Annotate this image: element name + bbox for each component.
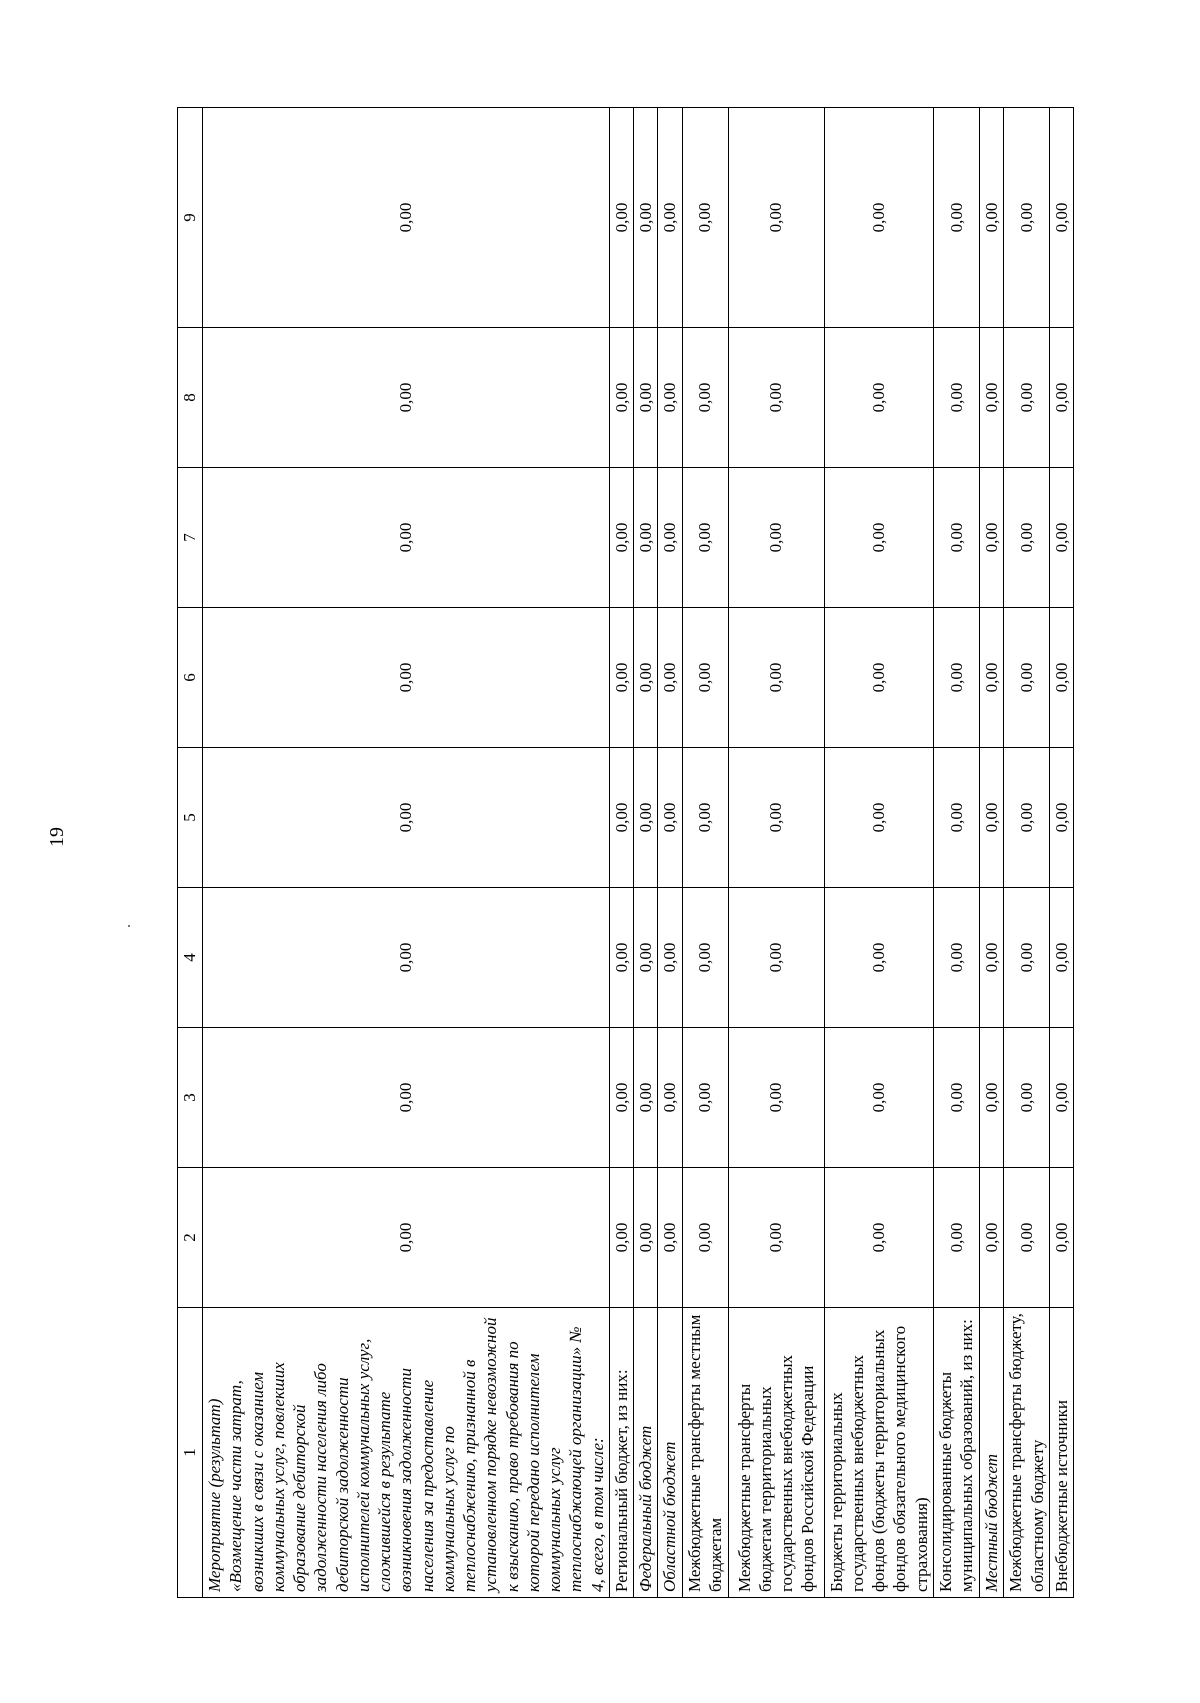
value-cell: 0,00 xyxy=(682,748,728,888)
value-cell: 0,00 xyxy=(933,328,979,468)
value-cell: 0,00 xyxy=(203,1028,610,1168)
row-label: Внебюджетные источники xyxy=(1050,1308,1074,1598)
column-header: 7 xyxy=(178,468,203,608)
value-cell: 0,00 xyxy=(979,1028,1003,1168)
table-row xyxy=(824,108,933,1598)
table-row xyxy=(634,108,658,1598)
table-row xyxy=(1050,108,1074,1598)
value-cell: 0,00 xyxy=(203,1168,610,1308)
value-cell: 0,00 xyxy=(1050,1168,1074,1308)
value-cell: 0,00 xyxy=(1050,328,1074,468)
value-cell: 0,00 xyxy=(1004,1168,1050,1308)
value-cell: 0,00 xyxy=(979,608,1003,748)
value-cell: 0,00 xyxy=(203,468,610,608)
value-cell: 0,00 xyxy=(203,108,610,328)
table-body xyxy=(203,108,1074,1598)
value-cell: 0,00 xyxy=(634,1028,658,1168)
value-cell: 0,00 xyxy=(1004,748,1050,888)
value-cell: 0,00 xyxy=(203,748,610,888)
budget-table xyxy=(177,107,1074,1598)
table-row xyxy=(658,108,682,1598)
value-cell: 0,00 xyxy=(933,108,979,328)
value-cell: 0,00 xyxy=(634,468,658,608)
value-cell: 0,00 xyxy=(1050,468,1074,608)
value-cell: 0,00 xyxy=(1050,108,1074,328)
value-cell: 0,00 xyxy=(728,748,824,888)
row-label: Региональный бюджет, из них: xyxy=(609,1308,633,1598)
value-cell: 0,00 xyxy=(728,468,824,608)
header-row xyxy=(178,108,203,1598)
value-cell: 0,00 xyxy=(933,748,979,888)
column-header: 1 xyxy=(178,1308,203,1598)
column-header: 8 xyxy=(178,328,203,468)
value-cell: 0,00 xyxy=(1004,1028,1050,1168)
value-cell: 0,00 xyxy=(1050,608,1074,748)
value-cell: 0,00 xyxy=(658,888,682,1028)
value-cell: 0,00 xyxy=(682,1168,728,1308)
value-cell: 0,00 xyxy=(933,468,979,608)
value-cell: 0,00 xyxy=(728,888,824,1028)
value-cell: 0,00 xyxy=(979,748,1003,888)
value-cell: 0,00 xyxy=(658,748,682,888)
value-cell: 0,00 xyxy=(1050,1028,1074,1168)
value-cell: 0,00 xyxy=(658,328,682,468)
table-row xyxy=(1004,108,1050,1598)
value-cell: 0,00 xyxy=(824,328,933,468)
table-row xyxy=(203,108,610,1598)
table-row xyxy=(682,108,728,1598)
value-cell: 0,00 xyxy=(824,888,933,1028)
value-cell: 0,00 xyxy=(658,608,682,748)
value-cell: 0,00 xyxy=(682,1028,728,1168)
value-cell: 0,00 xyxy=(933,1028,979,1168)
value-cell: 0,00 xyxy=(658,108,682,328)
row-label: Областной бюджет xyxy=(658,1308,682,1598)
value-cell: 0,00 xyxy=(609,888,633,1028)
row-label: Федеральный бюджет xyxy=(634,1308,658,1598)
value-cell: 0,00 xyxy=(682,328,728,468)
value-cell: 0,00 xyxy=(609,1168,633,1308)
value-cell: 0,00 xyxy=(203,328,610,468)
value-cell: 0,00 xyxy=(634,608,658,748)
value-cell: 0,00 xyxy=(609,748,633,888)
table-row xyxy=(728,108,824,1598)
value-cell: 0,00 xyxy=(682,108,728,328)
value-cell: 0,00 xyxy=(1004,608,1050,748)
value-cell: 0,00 xyxy=(979,888,1003,1028)
row-label: Межбюджетные трансферты бюджетам территориальных государственных внебюджетных фондов Российской Федерации xyxy=(728,1308,824,1598)
value-cell: 0,00 xyxy=(979,108,1003,328)
budget-table-container xyxy=(177,108,1071,1598)
row-label: Местный бюджет xyxy=(979,1308,1003,1598)
value-cell: 0,00 xyxy=(203,608,610,748)
value-cell: 0,00 xyxy=(933,1168,979,1308)
scan-speck xyxy=(128,925,130,927)
value-cell: 0,00 xyxy=(609,108,633,328)
value-cell: 0,00 xyxy=(634,748,658,888)
value-cell: 0,00 xyxy=(658,468,682,608)
value-cell: 0,00 xyxy=(609,608,633,748)
value-cell: 0,00 xyxy=(682,608,728,748)
value-cell: 0,00 xyxy=(203,888,610,1028)
table-row xyxy=(933,108,979,1598)
value-cell: 0,00 xyxy=(824,468,933,608)
column-header: 4 xyxy=(178,888,203,1028)
value-cell: 0,00 xyxy=(682,468,728,608)
column-header: 2 xyxy=(178,1168,203,1308)
row-label: Бюджеты территориальных государственных внебюджетных фондов (бюджеты территориальных фондов обязательного медицинского страхования) xyxy=(824,1308,933,1598)
value-cell: 0,00 xyxy=(979,328,1003,468)
value-cell: 0,00 xyxy=(1004,888,1050,1028)
value-cell: 0,00 xyxy=(979,468,1003,608)
table-row xyxy=(979,108,1003,1598)
row-label: Консолидированные бюджеты муниципальных образований, из них: xyxy=(933,1308,979,1598)
value-cell: 0,00 xyxy=(634,888,658,1028)
value-cell: 0,00 xyxy=(824,748,933,888)
page-number: 19 xyxy=(46,827,68,847)
value-cell: 0,00 xyxy=(728,608,824,748)
value-cell: 0,00 xyxy=(824,108,933,328)
row-label: Мероприятие (результат) «Возмещение части затрат, возникших в связи с оказанием коммунальных услуг, повлекших образование дебиторской задолженности населения либо дебиторской задолженности исполнителей коммунальных услуг, сложившейся в результате возникновения задолженности населения за предоставление коммунальных услуг по теплоснабжению, признанной в установленном порядке невозможной к взысканию, право требования по которой передано исполнителем коммунальных услуг теплоснабжающей организации» № 4, всего, в том числе: xyxy=(203,1308,610,1598)
value-cell: 0,00 xyxy=(658,1028,682,1168)
value-cell: 0,00 xyxy=(634,328,658,468)
column-header: 9 xyxy=(178,108,203,328)
value-cell: 0,00 xyxy=(682,888,728,1028)
value-cell: 0,00 xyxy=(1050,748,1074,888)
value-cell: 0,00 xyxy=(824,608,933,748)
column-header: 5 xyxy=(178,748,203,888)
value-cell: 0,00 xyxy=(728,1168,824,1308)
value-cell: 0,00 xyxy=(979,1168,1003,1308)
value-cell: 0,00 xyxy=(634,1168,658,1308)
value-cell: 0,00 xyxy=(824,1028,933,1168)
column-header: 3 xyxy=(178,1028,203,1168)
value-cell: 0,00 xyxy=(728,328,824,468)
value-cell: 0,00 xyxy=(658,1168,682,1308)
table-row xyxy=(609,108,633,1598)
value-cell: 0,00 xyxy=(1004,108,1050,328)
value-cell: 0,00 xyxy=(933,608,979,748)
value-cell: 0,00 xyxy=(609,328,633,468)
value-cell: 0,00 xyxy=(1050,888,1074,1028)
value-cell: 0,00 xyxy=(824,1168,933,1308)
value-cell: 0,00 xyxy=(728,108,824,328)
value-cell: 0,00 xyxy=(634,108,658,328)
value-cell: 0,00 xyxy=(1004,468,1050,608)
row-label: Межбюджетные трансферты бюджету, областному бюджету xyxy=(1004,1308,1050,1598)
value-cell: 0,00 xyxy=(609,1028,633,1168)
column-header: 6 xyxy=(178,608,203,748)
value-cell: 0,00 xyxy=(933,888,979,1028)
value-cell: 0,00 xyxy=(609,468,633,608)
value-cell: 0,00 xyxy=(1004,328,1050,468)
row-label: Межбюджетные трансферты местным бюджетам xyxy=(682,1308,728,1598)
value-cell: 0,00 xyxy=(728,1028,824,1168)
